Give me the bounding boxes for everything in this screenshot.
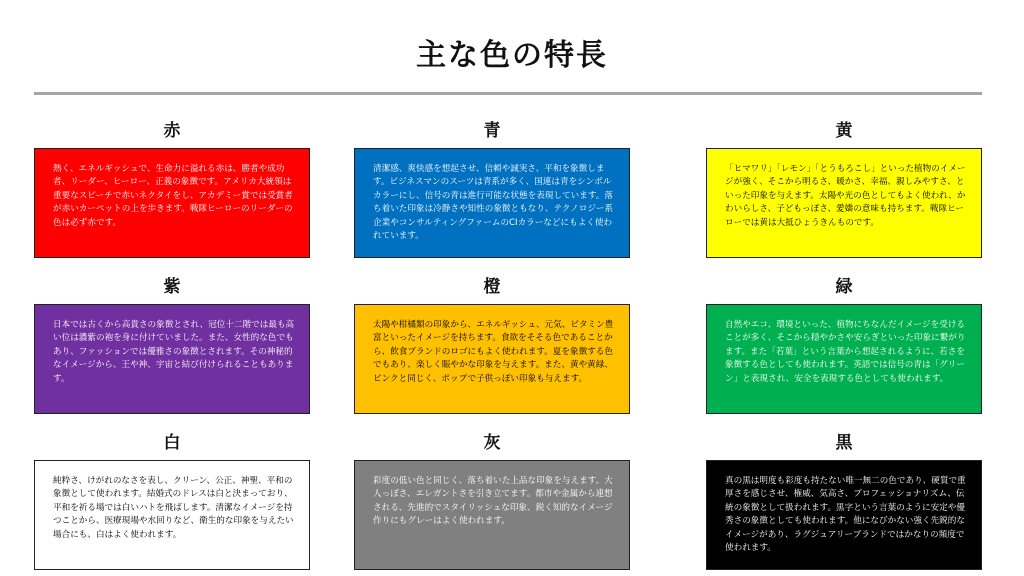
color-name: 紫: [163, 277, 181, 297]
color-description: 彩度の低い色と同じく、落ち着いた上品な印象を与えます。大人っぽさ、エレガントさを引き立てます。都市や金属から連想される、先進的でスタイリッシュな印象、鋭く知的なイメージ作りにもグレーはよく使われます。: [354, 460, 630, 570]
color-name: 灰: [483, 433, 501, 453]
color-description: 純粋さ、けがれのなさを表し、クリーン、公正、神聖、平和の象徴として使われます。結婚式のドレスは白と決まっており、平和を祈る場では白いハトを飛ばします。清潔なイメージを持つことから、医療現場や水回りなど、衛生的な印象を与えたい場合にも、白はよく使われます。: [34, 460, 310, 570]
color-card-orange: [354, 274, 630, 384]
color-card-purple: [34, 274, 310, 384]
color-description: 真の黒は明度も彩度も持たない唯一無二の色であり、硬質で重厚さを感じさせ、権威、気高さ、プロフェッショナリズム、伝統の象徴として扱われます。黒字という言葉のように安定や優秀さの象徴としても使われます。他になびかない強く先鋭的なイメージがあり、ラグジュアリーブランドではかなりの頻度で使われます。: [706, 460, 982, 570]
color-description: 「ヒマワリ」「レモン」「とうもろこし」といった植物のイメージが強く、そこから明るさ、暖かさ、幸福、親しみやすさ、といった印象を与えます。太陽や光の色としてもよく使われ、かわいらしさ、子どもっぽさ、愛嬌の意味も持ちます。戦隊ヒーローでは黄は大抵ひょうきんものです。: [706, 148, 982, 258]
color-description: 自然やエコ、環境といった、植物にちなんだイメージを受けることが多く、そこから穏やかさや安らぎといった印象に繋がります。また「若葉」という言葉から想起されるように、若さを象徴する色としても使われます。英語では信号の青は「グリーン」と表現され、安全を表現する色としても使われます。: [706, 304, 982, 414]
title-divider: [34, 92, 982, 95]
color-name: 白: [163, 433, 181, 453]
color-description: 熱く、エネルギッシュで、生命力に溢れる赤は、勝者や成功者、リーダー、ヒーロー、正義の象徴です。アメリカ大統領は重要なスピーチで赤いネクタイをし、アカデミー賞では受賞者が赤いカーペットの上を歩きます。戦隊ヒーローのリーダーの色は必ず赤です。: [34, 148, 310, 258]
color-card-white: [34, 430, 310, 540]
color-name: 黄: [835, 121, 853, 141]
color-card-blue: [354, 118, 630, 242]
color-name: 橙: [483, 277, 501, 297]
color-card-green: [706, 274, 982, 384]
page-title: 主な色の特長: [416, 38, 608, 73]
color-name: 青: [483, 121, 501, 141]
color-description: 太陽や柑橘類の印象から、エネルギッシュ、元気、ビタミン豊富といったイメージを持ちます。食欲をそそる色であることから、飲食ブランドのロゴにもよく使われます。夏を象徴する色でもあり、楽しく賑やかな印象を与えます。また、黄や黄緑、ピンクと同じく、ポップで子供っぽい印象も与えます。: [354, 304, 630, 414]
color-card-yellow: [706, 118, 982, 228]
color-card-red: [34, 118, 310, 228]
color-description: 清潔感、爽快感を想起させ、信頼や誠実さ、平和を象徴します。ビジネスマンのスーツは青系が多く、国連は青をシンボルカラーにし、信号の青は進行可能な状態を表現しています。落ち着いた印象は冷静さや知性の象徴ともなり、テクノロジー系企業やコンサルティングファームのCIカラーなどにもよく使われています。: [354, 148, 630, 258]
color-card-gray: [354, 430, 630, 527]
color-description: 日本では古くから高貴さの象徴とされ、冠位十二階では最も高い位は濃紫の袍を身に付けていました。また、女性的な色でもあり、ファッションでは優雅さの象徴とされます。その神秘的なイメージから、王や神、宇宙と結び付けられることもあります。: [34, 304, 310, 414]
color-card-black: [706, 430, 982, 554]
color-name: 緑: [835, 277, 853, 297]
color-name: 黒: [835, 433, 853, 453]
color-name: 赤: [163, 121, 181, 141]
